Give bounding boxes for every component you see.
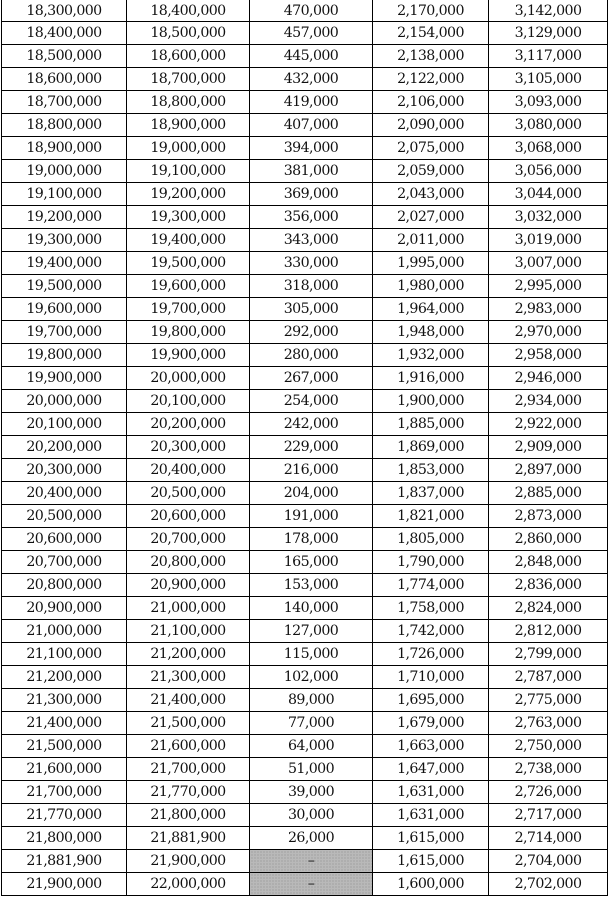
range-from-cell: 19,900,000 [2, 367, 127, 390]
amount-a-cell: 30,000 [250, 804, 373, 827]
amount-b-cell: 1,631,000 [373, 781, 489, 804]
range-from-cell: 21,881,900 [2, 850, 127, 873]
amount-c-cell: 2,775,000 [489, 689, 608, 712]
amount-a-cell: 39,000 [250, 781, 373, 804]
range-to-cell: 19,100,000 [127, 160, 250, 183]
amount-c-cell: 2,885,000 [489, 482, 608, 505]
table-row [2, 114, 608, 137]
table-row [2, 827, 608, 850]
amount-b-cell: 1,948,000 [373, 321, 489, 344]
amount-c-cell: 2,983,000 [489, 298, 608, 321]
range-from-cell: 18,800,000 [2, 114, 127, 137]
range-from-cell: 19,200,000 [2, 206, 127, 229]
amount-c-cell: 3,080,000 [489, 114, 608, 137]
amount-a-cell: 394,000 [250, 137, 373, 160]
table-row [2, 574, 608, 597]
amount-a-cell: 64,000 [250, 735, 373, 758]
amount-a-cell: 165,000 [250, 551, 373, 574]
range-from-cell: 21,900,000 [2, 873, 127, 896]
table-row [2, 666, 608, 689]
table-row [2, 643, 608, 666]
table-row [2, 505, 608, 528]
amount-b-cell: 2,027,000 [373, 206, 489, 229]
range-from-cell: 18,700,000 [2, 91, 127, 114]
table-row [2, 0, 608, 22]
amount-c-cell: 2,799,000 [489, 643, 608, 666]
amount-b-cell: 2,059,000 [373, 160, 489, 183]
range-to-cell: 21,900,000 [127, 850, 250, 873]
amount-a-cell: 140,000 [250, 597, 373, 620]
range-to-cell: 18,900,000 [127, 114, 250, 137]
range-from-cell: 19,000,000 [2, 160, 127, 183]
table-row [2, 91, 608, 114]
amount-a-cell: 26,000 [250, 827, 373, 850]
amount-a-cell: 381,000 [250, 160, 373, 183]
range-from-cell: 18,400,000 [2, 22, 127, 45]
range-to-cell: 19,700,000 [127, 298, 250, 321]
amount-c-cell: 3,117,000 [489, 45, 608, 68]
amount-b-cell: 1,932,000 [373, 344, 489, 367]
table-row [2, 45, 608, 68]
amount-b-cell: 1,900,000 [373, 390, 489, 413]
amount-b-cell: 1,695,000 [373, 689, 489, 712]
range-to-cell: 19,300,000 [127, 206, 250, 229]
range-from-cell: 19,700,000 [2, 321, 127, 344]
table-row [2, 344, 608, 367]
table-row [2, 321, 608, 344]
range-from-cell: 20,000,000 [2, 390, 127, 413]
amount-b-cell: 2,075,000 [373, 137, 489, 160]
amount-c-cell: 2,970,000 [489, 321, 608, 344]
amount-b-cell: 2,043,000 [373, 183, 489, 206]
amount-b-cell: 2,122,000 [373, 68, 489, 91]
range-from-cell: 20,300,000 [2, 459, 127, 482]
range-to-cell: 21,300,000 [127, 666, 250, 689]
amount-b-cell: 1,631,000 [373, 804, 489, 827]
amount-b-cell: 2,090,000 [373, 114, 489, 137]
range-to-cell: 20,600,000 [127, 505, 250, 528]
amount-a-cell: 254,000 [250, 390, 373, 413]
range-from-cell: 18,300,000 [2, 0, 127, 22]
amount-c-cell: 2,812,000 [489, 620, 608, 643]
table-row [2, 689, 608, 712]
amount-a-cell: 115,000 [250, 643, 373, 666]
amount-c-cell: 3,129,000 [489, 22, 608, 45]
amount-a-cell: 77,000 [250, 712, 373, 735]
range-from-cell: 19,500,000 [2, 275, 127, 298]
amount-b-cell: 1,679,000 [373, 712, 489, 735]
range-to-cell: 21,400,000 [127, 689, 250, 712]
range-to-cell: 21,881,900 [127, 827, 250, 850]
table-row [2, 413, 608, 436]
amount-c-cell: 3,068,000 [489, 137, 608, 160]
range-to-cell: 19,000,000 [127, 137, 250, 160]
amount-b-cell: 1,790,000 [373, 551, 489, 574]
amount-b-cell: 1,663,000 [373, 735, 489, 758]
range-to-cell: 19,400,000 [127, 229, 250, 252]
amount-b-cell: 2,138,000 [373, 45, 489, 68]
range-to-cell: 21,100,000 [127, 620, 250, 643]
table-row [2, 597, 608, 620]
amount-c-cell: 3,032,000 [489, 206, 608, 229]
table-row [2, 252, 608, 275]
amount-b-cell: 2,170,000 [373, 0, 489, 22]
amount-c-cell: 2,787,000 [489, 666, 608, 689]
amount-a-cell: 330,000 [250, 252, 373, 275]
amount-a-cell: 216,000 [250, 459, 373, 482]
range-from-cell: 21,700,000 [2, 781, 127, 804]
amount-a-cell: 229,000 [250, 436, 373, 459]
range-from-cell: 18,500,000 [2, 45, 127, 68]
amount-b-cell: 1,853,000 [373, 459, 489, 482]
range-from-cell: 20,600,000 [2, 528, 127, 551]
amount-b-cell: 1,726,000 [373, 643, 489, 666]
amount-a-cell: 432,000 [250, 68, 373, 91]
amount-b-cell: 1,600,000 [373, 873, 489, 896]
range-to-cell: 20,700,000 [127, 528, 250, 551]
amount-b-cell: 1,980,000 [373, 275, 489, 298]
amount-a-cell: 343,000 [250, 229, 373, 252]
range-from-cell: 18,900,000 [2, 137, 127, 160]
range-to-cell: 21,770,000 [127, 781, 250, 804]
range-to-cell: 19,900,000 [127, 344, 250, 367]
range-from-cell: 21,000,000 [2, 620, 127, 643]
amount-a-cell: 419,000 [250, 91, 373, 114]
range-to-cell: 18,800,000 [127, 91, 250, 114]
amount-a-cell: 292,000 [250, 321, 373, 344]
range-from-cell: 19,600,000 [2, 298, 127, 321]
amount-a-cell: 305,000 [250, 298, 373, 321]
amount-a-cell: 89,000 [250, 689, 373, 712]
range-to-cell: 20,000,000 [127, 367, 250, 390]
amount-b-cell: 1,837,000 [373, 482, 489, 505]
table-row [2, 804, 608, 827]
amount-b-cell: 1,615,000 [373, 827, 489, 850]
amount-c-cell: 2,958,000 [489, 344, 608, 367]
amount-a-cell: 191,000 [250, 505, 373, 528]
amount-a-cell: 457,000 [250, 22, 373, 45]
range-to-cell: 20,100,000 [127, 390, 250, 413]
amount-b-cell: 2,106,000 [373, 91, 489, 114]
range-to-cell: 18,400,000 [127, 0, 250, 22]
table-row [2, 229, 608, 252]
range-to-cell: 21,500,000 [127, 712, 250, 735]
amount-a-cell: 267,000 [250, 367, 373, 390]
amount-c-cell: 2,934,000 [489, 390, 608, 413]
amount-b-cell: 2,154,000 [373, 22, 489, 45]
range-from-cell: 19,400,000 [2, 252, 127, 275]
amount-c-cell: 2,922,000 [489, 413, 608, 436]
range-from-cell: 20,900,000 [2, 597, 127, 620]
amount-b-cell: 1,805,000 [373, 528, 489, 551]
table-row [2, 160, 608, 183]
amount-a-cell: 470,000 [250, 0, 373, 22]
table-row [2, 781, 608, 804]
range-to-cell: 19,600,000 [127, 275, 250, 298]
range-to-cell: 20,900,000 [127, 574, 250, 597]
table-row [2, 436, 608, 459]
table-row [2, 482, 608, 505]
amount-a-cell: 127,000 [250, 620, 373, 643]
range-to-cell: 21,000,000 [127, 597, 250, 620]
range-from-cell: 21,770,000 [2, 804, 127, 827]
amount-c-cell: 2,717,000 [489, 804, 608, 827]
range-from-cell: 19,800,000 [2, 344, 127, 367]
amount-c-cell: 3,007,000 [489, 252, 608, 275]
range-from-cell: 18,600,000 [2, 68, 127, 91]
amount-table [1, 0, 608, 896]
range-to-cell: 20,300,000 [127, 436, 250, 459]
range-to-cell: 21,800,000 [127, 804, 250, 827]
range-to-cell: 20,500,000 [127, 482, 250, 505]
table-row [2, 367, 608, 390]
amount-b-cell: 1,964,000 [373, 298, 489, 321]
range-from-cell: 21,100,000 [2, 643, 127, 666]
amount-b-cell: 1,821,000 [373, 505, 489, 528]
range-to-cell: 21,700,000 [127, 758, 250, 781]
amount-c-cell: 2,909,000 [489, 436, 608, 459]
amount-c-cell: 2,897,000 [489, 459, 608, 482]
range-from-cell: 20,400,000 [2, 482, 127, 505]
range-from-cell: 20,200,000 [2, 436, 127, 459]
range-to-cell: 21,200,000 [127, 643, 250, 666]
table-row [2, 551, 608, 574]
amount-a-cell: 153,000 [250, 574, 373, 597]
table-row [2, 735, 608, 758]
table-row [2, 22, 608, 45]
amount-c-cell: 2,738,000 [489, 758, 608, 781]
table-row [2, 298, 608, 321]
amount-c-cell: 3,142,000 [489, 0, 608, 22]
range-to-cell: 19,500,000 [127, 252, 250, 275]
table-body [2, 0, 608, 896]
amount-b-cell: 1,885,000 [373, 413, 489, 436]
amount-a-cell: 242,000 [250, 413, 373, 436]
range-from-cell: 20,700,000 [2, 551, 127, 574]
amount-c-cell: 2,824,000 [489, 597, 608, 620]
amount-c-cell: 2,995,000 [489, 275, 608, 298]
range-from-cell: 21,300,000 [2, 689, 127, 712]
range-to-cell: 19,800,000 [127, 321, 250, 344]
table-row [2, 620, 608, 643]
range-from-cell: 21,200,000 [2, 666, 127, 689]
range-from-cell: 21,800,000 [2, 827, 127, 850]
table-row [2, 528, 608, 551]
range-from-cell: 19,100,000 [2, 183, 127, 206]
amount-a-cell: 445,000 [250, 45, 373, 68]
range-from-cell: 21,600,000 [2, 758, 127, 781]
range-to-cell: 19,200,000 [127, 183, 250, 206]
amount-c-cell: 2,704,000 [489, 850, 608, 873]
range-to-cell: 20,800,000 [127, 551, 250, 574]
table-row [2, 712, 608, 735]
amount-a-cell: 369,000 [250, 183, 373, 206]
amount-a-cell: 318,000 [250, 275, 373, 298]
amount-a-cell: – [250, 850, 373, 873]
amount-a-cell: 178,000 [250, 528, 373, 551]
table-row [2, 137, 608, 160]
amount-c-cell: 2,726,000 [489, 781, 608, 804]
range-to-cell: 22,000,000 [127, 873, 250, 896]
range-from-cell: 21,400,000 [2, 712, 127, 735]
amount-a-cell: 280,000 [250, 344, 373, 367]
amount-c-cell: 2,702,000 [489, 873, 608, 896]
amount-a-cell: 51,000 [250, 758, 373, 781]
amount-c-cell: 2,750,000 [489, 735, 608, 758]
amount-b-cell: 1,869,000 [373, 436, 489, 459]
range-to-cell: 18,600,000 [127, 45, 250, 68]
range-from-cell: 21,500,000 [2, 735, 127, 758]
range-from-cell: 19,300,000 [2, 229, 127, 252]
range-to-cell: 18,500,000 [127, 22, 250, 45]
table-row [2, 206, 608, 229]
amount-c-cell: 2,763,000 [489, 712, 608, 735]
amount-c-cell: 2,836,000 [489, 574, 608, 597]
amount-b-cell: 1,710,000 [373, 666, 489, 689]
range-from-cell: 20,100,000 [2, 413, 127, 436]
amount-b-cell: 1,916,000 [373, 367, 489, 390]
table-row [2, 275, 608, 298]
range-from-cell: 20,500,000 [2, 505, 127, 528]
table-row [2, 183, 608, 206]
amount-b-cell: 1,647,000 [373, 758, 489, 781]
amount-a-cell: – [250, 873, 373, 896]
amount-c-cell: 2,848,000 [489, 551, 608, 574]
table-row [2, 850, 608, 873]
amount-a-cell: 407,000 [250, 114, 373, 137]
range-to-cell: 21,600,000 [127, 735, 250, 758]
amount-b-cell: 1,758,000 [373, 597, 489, 620]
table-row [2, 758, 608, 781]
amount-c-cell: 3,105,000 [489, 68, 608, 91]
range-to-cell: 20,400,000 [127, 459, 250, 482]
amount-b-cell: 2,011,000 [373, 229, 489, 252]
amount-b-cell: 1,995,000 [373, 252, 489, 275]
amount-a-cell: 102,000 [250, 666, 373, 689]
table-row [2, 873, 608, 896]
amount-c-cell: 3,044,000 [489, 183, 608, 206]
range-from-cell: 20,800,000 [2, 574, 127, 597]
table-row [2, 459, 608, 482]
table-row [2, 68, 608, 91]
amount-c-cell: 2,946,000 [489, 367, 608, 390]
amount-c-cell: 2,860,000 [489, 528, 608, 551]
table-row [2, 390, 608, 413]
amount-a-cell: 204,000 [250, 482, 373, 505]
amount-c-cell: 2,873,000 [489, 505, 608, 528]
amount-b-cell: 1,742,000 [373, 620, 489, 643]
amount-c-cell: 2,714,000 [489, 827, 608, 850]
amount-c-cell: 3,093,000 [489, 91, 608, 114]
amount-b-cell: 1,615,000 [373, 850, 489, 873]
amount-b-cell: 1,774,000 [373, 574, 489, 597]
amount-c-cell: 3,056,000 [489, 160, 608, 183]
range-to-cell: 20,200,000 [127, 413, 250, 436]
amount-c-cell: 3,019,000 [489, 229, 608, 252]
amount-a-cell: 356,000 [250, 206, 373, 229]
range-to-cell: 18,700,000 [127, 68, 250, 91]
